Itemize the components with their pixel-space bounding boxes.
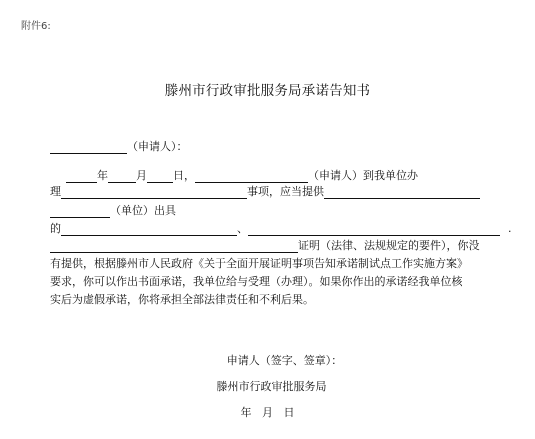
matter-label: 事项，应当提供 xyxy=(247,185,324,198)
addressee-line xyxy=(50,140,188,154)
matter-line xyxy=(50,185,480,199)
unit-line xyxy=(50,204,176,218)
month-blank[interactable] xyxy=(108,170,136,183)
year-label: 年 xyxy=(97,169,108,182)
unit-blank[interactable] xyxy=(50,205,110,218)
date-line xyxy=(66,169,418,183)
month-label: 月 xyxy=(136,169,147,182)
attachment-label: 附件6: xyxy=(21,21,51,32)
bureau-name: 滕州市行政审批服务局 xyxy=(216,380,327,393)
documents-prefix: 的 xyxy=(50,222,61,235)
body-line-3: 实后为虚假承诺，你将承担全部法律责任和不利后果。 xyxy=(50,293,314,306)
document-title: 滕州市行政审批服务局承诺告知书 xyxy=(164,83,371,99)
certificate-line xyxy=(50,239,480,253)
documents-separator: 、 xyxy=(237,222,248,235)
day-label: 日， xyxy=(173,169,195,182)
body-line-1: 有提供，根据滕州市人民政府《关于全面开展证明事项告知承诺制试点工作实施方案》 xyxy=(50,257,468,270)
matter-prefix: 理 xyxy=(50,185,61,198)
documents-dot: . xyxy=(508,222,512,235)
body-line-2: 要求，你可以作出书面承诺，我单位给与受理（办理）。如果你作出的承诺经我单位核 xyxy=(50,275,463,288)
certificate-text: 证明（法律、法规规定的要件），你没 xyxy=(298,239,480,252)
document1-blank[interactable] xyxy=(61,223,237,236)
day-blank[interactable] xyxy=(147,170,173,183)
applicant-label: （申请人）到我单位办 xyxy=(308,169,418,182)
document2-blank[interactable] xyxy=(248,223,500,236)
year-blank[interactable] xyxy=(66,170,97,183)
addressee-suffix: （申请人）： xyxy=(127,140,188,153)
materials-blank[interactable] xyxy=(324,186,480,199)
applicant-blank[interactable] xyxy=(195,170,308,183)
unit-label: （单位）出具 xyxy=(110,204,176,217)
matter-blank[interactable] xyxy=(61,186,247,199)
documents-line xyxy=(50,222,512,236)
signature-date: 年 月 日 xyxy=(240,406,295,419)
applicant-signature-label: 申请人（签字、签章）： xyxy=(226,354,343,367)
certificate-blank[interactable] xyxy=(50,240,298,253)
applicant-name-blank[interactable] xyxy=(50,141,127,154)
